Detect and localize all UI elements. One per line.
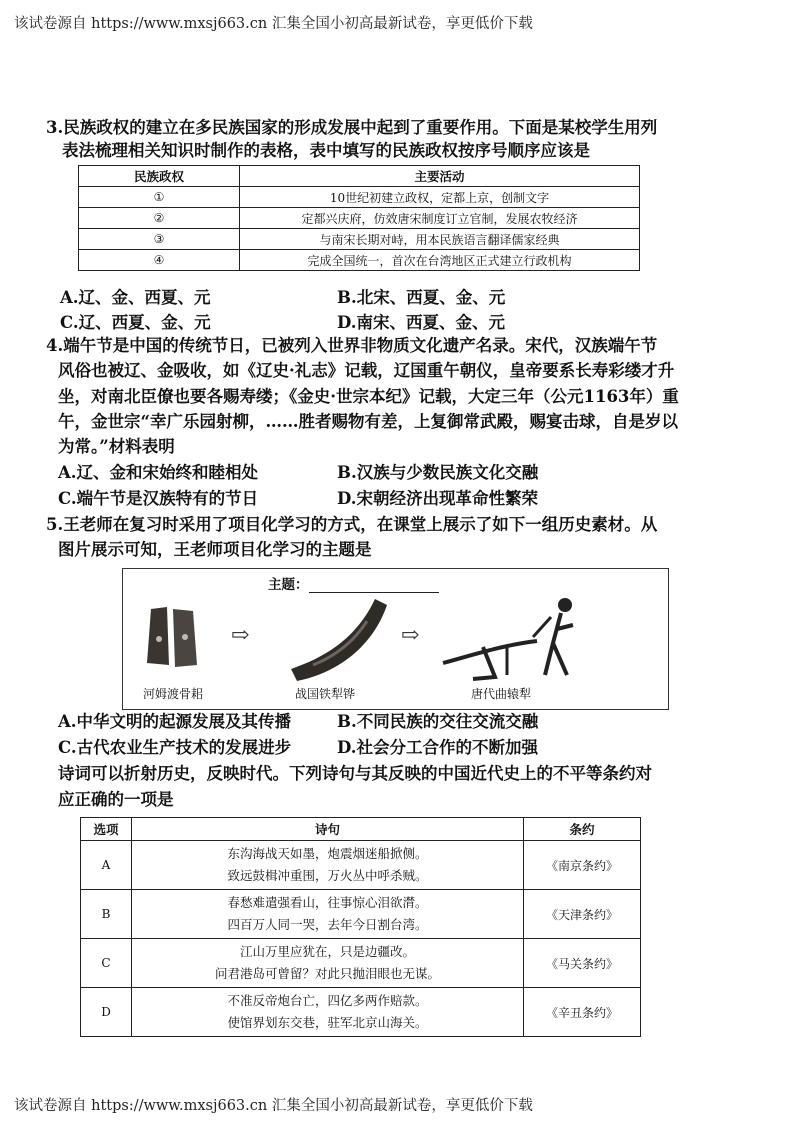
q3-option-c: C.辽、西夏、金、元 (60, 313, 211, 332)
caption-bone-spade: 河姆渡骨耜 (143, 687, 204, 701)
treaty-cell: 《南京条约》 (524, 841, 641, 890)
poem-line: 春愁难遣强看山，往事惊心泪欲潸。 (227, 895, 428, 910)
table-row (79, 250, 640, 271)
poem-line: 四百万人同一哭，去年今日割台湾。 (227, 917, 428, 932)
table-row (79, 187, 640, 208)
poem-line: 致远鼓楫冲重围，万火丛中呼杀贼。 (227, 868, 428, 883)
bone-spade-image (143, 603, 203, 673)
q4-option-d: D.宋朝经济出现革命性繁荣 (337, 489, 538, 508)
table-header-cell: 诗句 (132, 818, 524, 841)
q6-stem-line2: 应正确的一项是 (58, 790, 174, 809)
table-cell: 完成全国统一，首次在台湾地区正式建立行政机构 (240, 250, 640, 271)
table-row (79, 208, 640, 229)
figure-theme-label (268, 573, 439, 593)
poem-line: 东沟海战天如墨，炮震烟迷船掀侧。 (227, 846, 428, 861)
poem-cell (132, 939, 524, 988)
treaty-cell: 《辛丑条约》 (524, 988, 641, 1037)
theme-title: 主题： (268, 577, 309, 593)
arrow-icon: ⇨ (231, 623, 250, 648)
treaty-cell: 《马关条约》 (524, 939, 641, 988)
arrow-icon: ⇨ (401, 623, 420, 648)
table-cell: ② (79, 208, 240, 229)
caption-iron-plowshare: 战国铁犁铧 (295, 687, 356, 701)
poem-line: 江山万里应犹在，只是边疆改。 (239, 944, 415, 959)
table-row (81, 939, 641, 988)
q5-stem-line1: 5.王老师在复习时采用了项目化学习的方式，在课堂上展示了如下一组历史素材。从 (46, 515, 658, 534)
q4-stem-line5: 为常。”材料表明 (58, 437, 175, 456)
table-header-cell: 选项 (81, 818, 132, 841)
poem-cell (132, 890, 524, 939)
table-row (79, 229, 640, 250)
option-letter: B (81, 890, 132, 939)
q4-stem-line3: 坐，对南北臣僚也要各赐寿缕；《金史·世宗本纪》记载，大定三年（公元1163年）重 (58, 387, 679, 406)
table-row (81, 890, 641, 939)
q4-option-c: C.端午节是汉族特有的节日 (58, 489, 259, 508)
q5-option-c: C.古代农业生产技术的发展进步 (58, 738, 292, 757)
poem-cell (132, 988, 524, 1037)
table-cell: 定都兴庆府，仿效唐宋制度订立官制，发展农牧经济 (240, 208, 640, 229)
q6-stem-line1: 诗词可以折射历史，反映时代。下列诗句与其反映的中国近代史上的不平等条约对 (58, 764, 652, 783)
q3-table (78, 165, 640, 271)
table-header-cell: 条约 (524, 818, 641, 841)
q5-option-a: A.中华文明的起源发展及其传播 (58, 712, 292, 731)
q4-option-b: B.汉族与少数民族文化交融 (337, 463, 539, 482)
table-cell: ① (79, 187, 240, 208)
poem-line: 使馆界划东交巷，驻军北京山海关。 (227, 1015, 428, 1030)
table-cell: ④ (79, 250, 240, 271)
q3-stem-line1: 3.民族政权的建立在多民族国家的形成发展中起到了重要作用。下面是某校学生用列 (46, 118, 658, 137)
q6-table (80, 817, 641, 1037)
q3-option-b: B.北宋、西夏、金、元 (337, 288, 506, 307)
q3-option-a: A.辽、金、西夏、元 (60, 288, 211, 307)
curved-plow-image (433, 585, 603, 685)
q4-option-a: A.辽、金和宋始终和睦相处 (58, 463, 259, 482)
iron-plowshare-image (283, 591, 393, 681)
option-letter: C (81, 939, 132, 988)
table-cell: ③ (79, 229, 240, 250)
watermark-bottom: 该试卷源自 https://www.mxsj663.cn 汇集全国小初高最新试卷，享更低价下载 (14, 1098, 533, 1114)
q5-option-d: D.社会分工合作的不断加强 (337, 738, 538, 757)
table-cell: 与南宋长期对峙，用本民族语言翻译儒家经典 (240, 229, 640, 250)
table-header-row (79, 166, 640, 187)
table-row (81, 841, 641, 890)
poem-line: 问君港岛可曾留？对此只抛泪眼也无谋。 (214, 966, 440, 981)
table-header-cell: 主要活动 (240, 166, 640, 187)
table-row (81, 988, 641, 1037)
caption-curved-plow: 唐代曲辕犁 (471, 687, 532, 701)
q4-stem-line4: 午，金世宗“幸广乐园射柳，……胜者赐物有差，上复御常武殿，赐宴击球，自是岁以 (58, 412, 678, 431)
q4-stem-line2: 风俗也被辽、金吸收，如《辽史·礼志》记载，辽国重午朝仪，皇帝要系长寿彩缕才升 (58, 361, 675, 380)
option-letter: A (81, 841, 132, 890)
treaty-cell: 《天津条约》 (524, 890, 641, 939)
watermark-top: 该试卷源自 https://www.mxsj663.cn 汇集全国小初高最新试卷，享更低价下载 (14, 16, 533, 32)
q3-stem-line2: 表法梳理相关知识时制作的表格，表中填写的民族政权按序号顺序应该是 (62, 141, 590, 160)
table-header-cell: 民族政权 (79, 166, 240, 187)
q5-figure (122, 568, 669, 710)
q3-option-d: D.南宋、西夏、金、元 (337, 313, 505, 332)
table-cell: 10世纪初建立政权，定都上京，创制文字 (240, 187, 640, 208)
table-header-row (81, 818, 641, 841)
q5-stem-line2: 图片展示可知，王老师项目化学习的主题是 (58, 540, 372, 559)
q4-stem-line1: 4.端午节是中国的传统节日，已被列入世界非物质文化遗产名录。宋代，汉族端午节 (46, 336, 658, 355)
poem-line: 不准反帝炮台亡，四亿多两作赔款。 (227, 993, 428, 1008)
q5-option-b: B.不同民族的交往交流交融 (337, 712, 539, 731)
poem-cell (132, 841, 524, 890)
option-letter: D (81, 988, 132, 1037)
